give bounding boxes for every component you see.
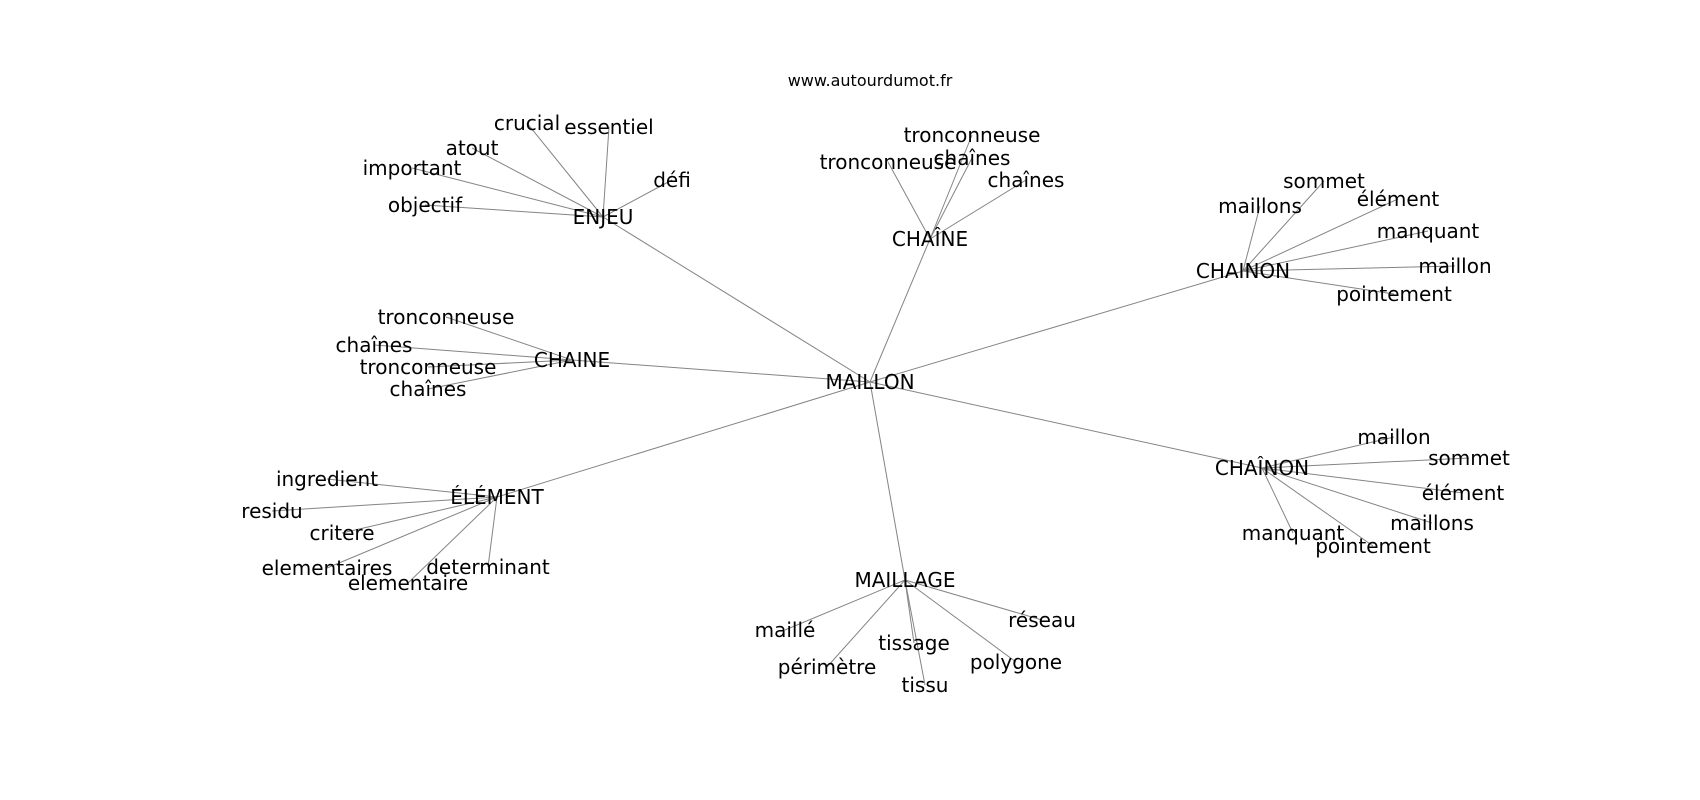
graph-node-pointement_a[interactable]: pointement [1336, 282, 1452, 306]
graph-edge-maillon-maillage [870, 382, 905, 580]
graph-node-maillon_b[interactable]: maillon [1357, 425, 1431, 449]
graph-edge-enjeu-essentiel [603, 127, 609, 217]
graph-node-sommet_a[interactable]: sommet [1283, 169, 1365, 193]
graph-node-tissage[interactable]: tissage [878, 631, 950, 655]
graph-node-element_b[interactable]: élément [1421, 481, 1505, 505]
graph-node-maillons_a[interactable]: maillons [1218, 194, 1302, 218]
graph-node-tissu[interactable]: tissu [901, 673, 949, 697]
graph-node-chaines_b[interactable]: chaînes [987, 168, 1065, 192]
graph-node-manquant_a[interactable]: manquant [1376, 219, 1480, 243]
graph-node-residu[interactable]: residu [241, 499, 303, 523]
graph-node-elementaires[interactable]: elementaires [261, 556, 393, 580]
graph-node-element_hub[interactable]: ÉLÉMENT [450, 485, 544, 509]
graph-node-defi[interactable]: défi [653, 168, 691, 192]
graph-node-tronconneuse_c[interactable]: tronconneuse [377, 305, 515, 329]
graph-node-chaines_a[interactable]: chaînes [933, 146, 1011, 170]
graph-node-perimetre[interactable]: périmètre [777, 655, 877, 679]
graph-node-manquant_b[interactable]: manquant [1241, 521, 1345, 545]
site-title: www.autourdumot.fr [787, 71, 953, 90]
graph-node-tronconneuse_a[interactable]: tronconneuse [903, 123, 1041, 147]
graph-node-objectif[interactable]: objectif [387, 193, 463, 217]
graph-node-elementaire[interactable]: elementaire [347, 571, 469, 595]
graph-node-chaine_left[interactable]: CHAINE [533, 348, 611, 372]
graph-node-chainon_br[interactable]: CHAÎNON [1214, 456, 1310, 480]
graph-node-chaines_c[interactable]: chaînes [335, 333, 413, 357]
graph-node-atout[interactable]: atout [445, 136, 499, 160]
graph-node-polygone[interactable]: polygone [969, 650, 1063, 674]
graph-node-reseau[interactable]: réseau [1008, 608, 1076, 632]
graph-node-maillage[interactable]: MAILLAGE [854, 568, 956, 592]
graph-node-chainon_tr[interactable]: CHAINON [1195, 259, 1291, 283]
graph-node-tronconneuse_b[interactable]: tronconneuse [819, 150, 957, 174]
graph-edge-maillon-chainon_tr [870, 271, 1243, 382]
graph-node-tronconneuse_d[interactable]: tronconneuse [359, 355, 497, 379]
graph-edge-maillon-chaine_top [870, 239, 930, 382]
graph-edge-maillon-enjeu [603, 217, 870, 382]
graph-edge-maillon-element_hub [497, 382, 870, 497]
graph-nodes-layer [241, 111, 1510, 697]
graph-node-essentiel[interactable]: essentiel [564, 115, 654, 139]
graph-node-enjeu[interactable]: ENJEU [572, 205, 634, 229]
graph-node-chaine_top[interactable]: CHAÎNE [891, 227, 969, 251]
graph-node-determinant[interactable]: determinant [426, 555, 550, 579]
graph-node-sommet_b[interactable]: sommet [1428, 446, 1510, 470]
graph-node-chaines_d[interactable]: chaînes [389, 377, 467, 401]
graph-node-critere[interactable]: critere [309, 521, 375, 545]
graph-node-maillons_b[interactable]: maillons [1390, 511, 1474, 535]
graph-node-important[interactable]: important [362, 156, 462, 180]
graph-node-maillon[interactable]: MAILLON [825, 370, 915, 394]
graph-edge-maillon-chainon_br [870, 382, 1262, 468]
graph-node-pointement_b[interactable]: pointement [1315, 534, 1431, 558]
graph-node-ingredient[interactable]: ingredient [275, 467, 379, 491]
graph-node-maillon_a[interactable]: maillon [1418, 254, 1492, 278]
graph-node-maille[interactable]: maillé [754, 618, 816, 642]
graph-node-crucial[interactable]: crucial [493, 111, 561, 135]
graph-node-element_a[interactable]: élément [1356, 187, 1440, 211]
